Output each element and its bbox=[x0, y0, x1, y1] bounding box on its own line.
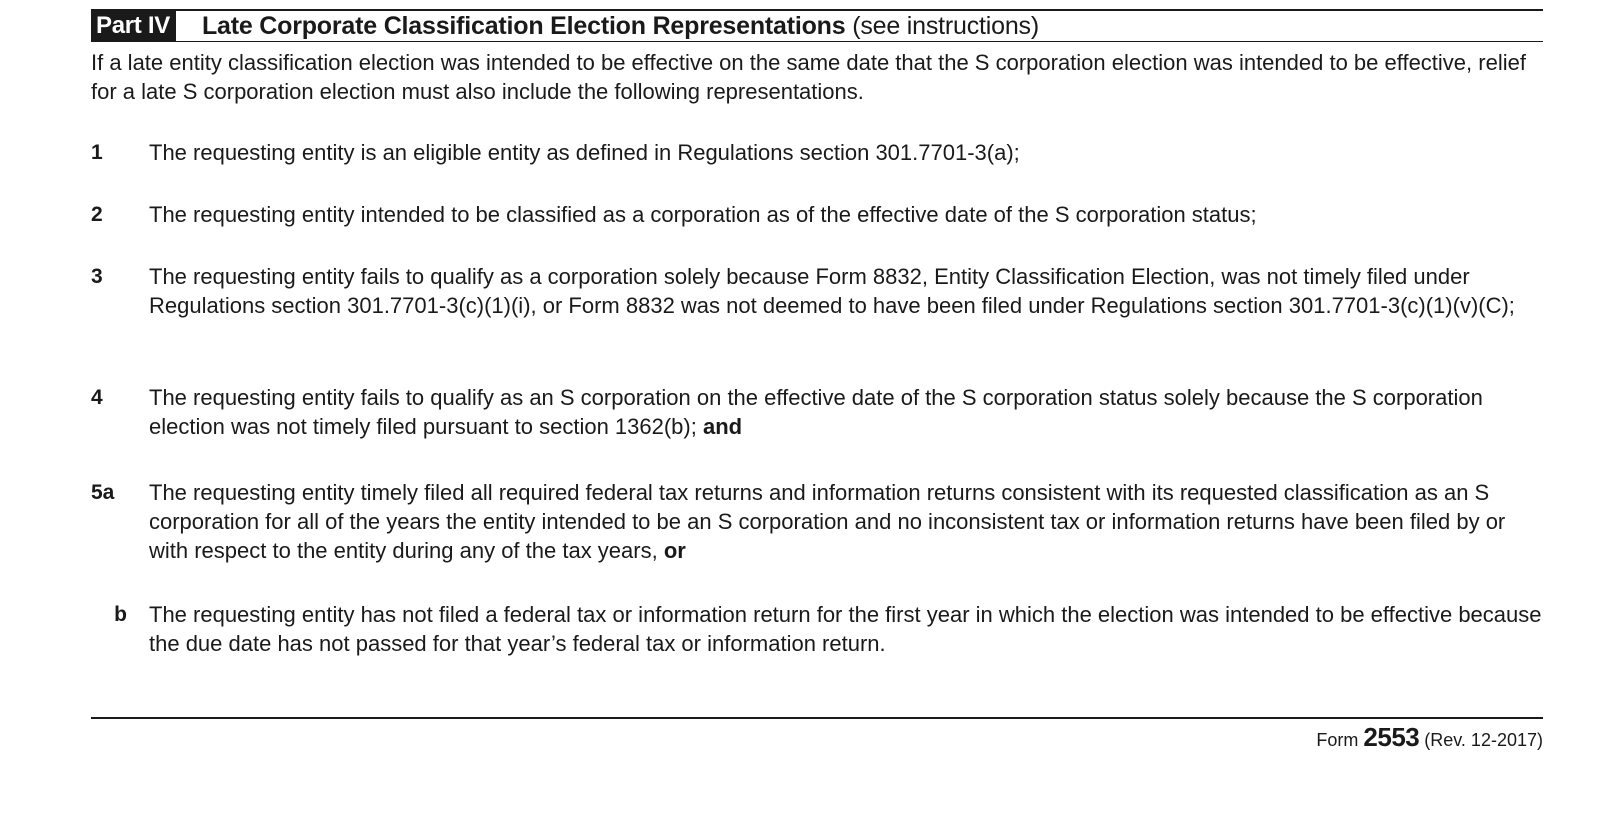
item-number: 4 bbox=[91, 386, 103, 409]
part-title bbox=[202, 11, 1039, 41]
item-number: 3 bbox=[91, 265, 103, 288]
part-title-note: (see instructions) bbox=[852, 12, 1039, 40]
item-number: 5a bbox=[91, 481, 115, 504]
item-text: The requesting entity is an eligible entity as defined in Regulations section 301.7701-3(a); bbox=[149, 140, 1020, 165]
form-footer bbox=[1316, 722, 1543, 755]
form-number: 2553 bbox=[1363, 722, 1420, 752]
list-item bbox=[91, 383, 1543, 441]
item-number: b bbox=[114, 603, 127, 626]
item-number: 2 bbox=[91, 203, 103, 226]
item-conjunction: and bbox=[702, 414, 743, 439]
form-revision: (Rev. 12-2017) bbox=[1424, 730, 1543, 750]
part-label: Part IV bbox=[91, 11, 176, 41]
item-text: The requesting entity has not filed a federal tax or information return for the first year in which the election was intended to be effective because the due date has not passed for that year’s federal tax or information return. bbox=[149, 602, 1542, 656]
item-text: The requesting entity fails to qualify as an S corporation on the effective date of the S corporation status solely because the S corporation election was not timely filed pursuant to section 1362(b); and bbox=[149, 385, 1483, 439]
list-item bbox=[91, 138, 1543, 167]
item-text: The requesting entity timely filed all required federal tax returns and information returns consistent with its requested classification as an S corporation for all of the years the entity intended to be an S corporation and no inconsistent tax or information returns have been filed by or with respect to the entity during any of the tax years, or bbox=[149, 480, 1506, 563]
intro-paragraph: If a late entity classification election was intended to be effective on the same date that the S corporation election was intended to be effective, relief for a late S corporation election must also include the following representations. bbox=[91, 50, 1526, 104]
bottom-rule bbox=[91, 717, 1543, 719]
list-item bbox=[91, 478, 1543, 565]
part-header bbox=[91, 11, 1543, 42]
list-item bbox=[91, 600, 1543, 658]
item-number: 1 bbox=[91, 141, 103, 164]
list-item bbox=[91, 200, 1543, 229]
item-conjunction: or bbox=[663, 538, 686, 563]
footer-prefix: Form bbox=[1316, 730, 1359, 750]
item-text: The requesting entity fails to qualify as a corporation solely because Form 8832, Entity Classification Election, was not timely filed under Regulations section 301.7701-3(c)(1)(i), or Form 8832 was not deemed to have been filed under Regulations section 301.7701-3(c)(1)(v)(C); bbox=[149, 264, 1515, 318]
list-item bbox=[91, 262, 1543, 320]
item-text: The requesting entity intended to be classified as a corporation as of the effective date of the S corporation status; bbox=[149, 202, 1257, 227]
part-title-bold: Late Corporate Classification Election Representations bbox=[201, 12, 846, 40]
